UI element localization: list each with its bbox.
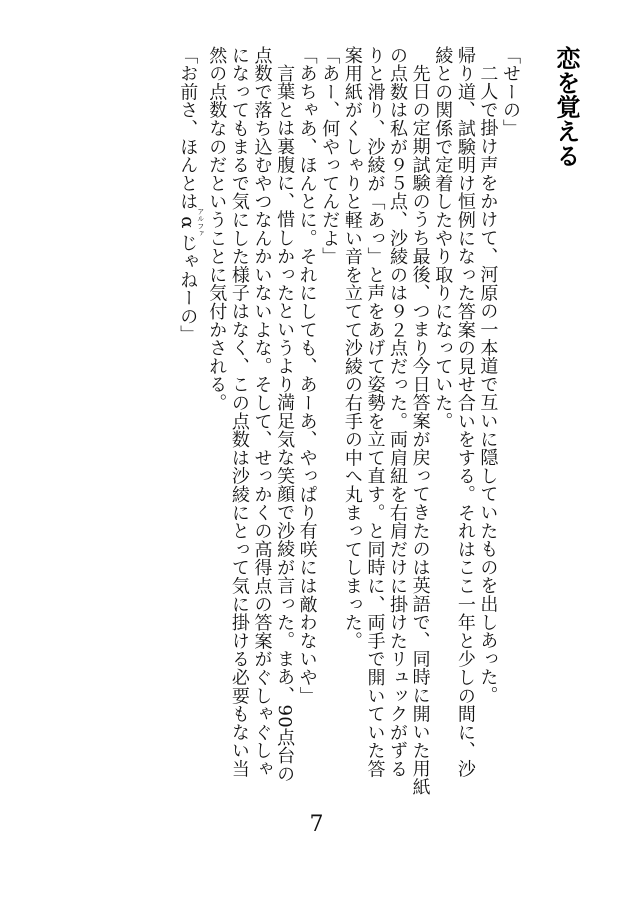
ruby-base: α (177, 207, 199, 237)
paragraph-3: 帰り道、試験明け恒例になった答案の見せ合いをする。それはここ一年と少しの間に、沙綾との関係で定着したやり取りになっていた。 (432, 46, 476, 778)
paragraph-8 (176, 46, 205, 796)
dialogue-end: じゃねーの」 (177, 233, 199, 344)
ruby-reading: アルファ (196, 207, 205, 237)
alpha-ruby (177, 207, 205, 237)
page-number: 7 (309, 812, 324, 837)
paragraph-5: 「あー、何やってんだよ」 (319, 46, 341, 266)
paragraph-7: 言葉とは裏腹に、惜しかったというより満足気な笑顔で沙綾が言った。まあ、90点台の点数で落ち込むやつなんかいないよな。そして、せっかくの高得点の答案がぐしゃぐしゃになってもまるで気にした様子はなく、この点数は沙綾にとって気に掛ける必要もない当然の点数なのだということに気付かされる。 (206, 46, 296, 783)
paragraph-2: 二人で掛け声をかけて、河原の一本道で互いに隠していたものを出しあった。 (477, 64, 499, 705)
paragraph-4: 先日の定期試験のうち最後、つまり今日答案が戻ってきたのは英語で、同時に開いた用紙の点数は私が９５点、沙綾のは９２点だった。両肩紐を右肩だけに掛けたリュックがずるりと滑り、沙綾が「あっ」と声をあげて姿勢を立て直す。と同時に、両手で開いていた答案用紙がくしゃりと軽い音を立てて沙綾の右手の中へ丸まってしまった。 (341, 46, 431, 796)
paragraph-6: 「あちゃあ、ほんとに。それにしても、あーあ、やっぱり有咲には敵わないや」 (296, 46, 318, 705)
dialogue-start: 「お前さ、ほんとは (177, 46, 199, 211)
page-title: 恋を覚える (552, 46, 580, 168)
paragraph-1: 「せーの」 (500, 46, 521, 138)
vertical-text-block (176, 46, 581, 796)
